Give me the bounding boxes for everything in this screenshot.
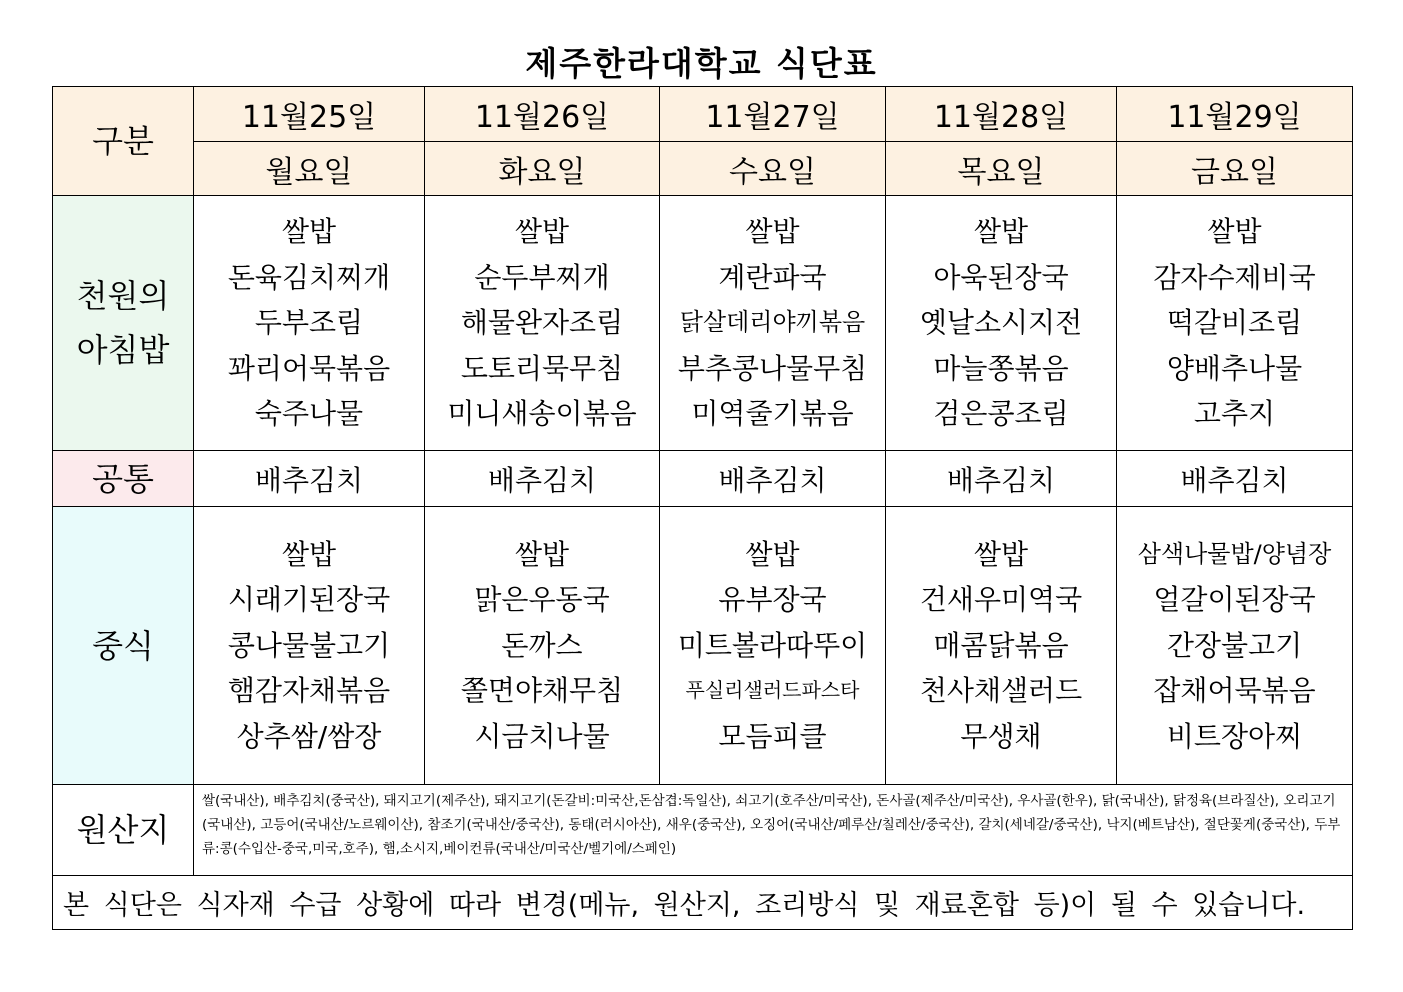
lunch-label: 중식 — [53, 507, 194, 785]
menu-item: 시래기된장국 — [227, 583, 391, 617]
common-label: 공통 — [53, 451, 194, 507]
menu-item: 꽈리어묵볶음 — [227, 351, 391, 385]
menu-item: 마늘쫑볶음 — [933, 351, 1069, 385]
page-title: 제주한라대학교 식단표 — [525, 44, 878, 83]
notice-row — [53, 876, 1353, 930]
menu-item: 유부장국 — [718, 583, 827, 617]
date-mon: 11월25일 — [194, 87, 425, 142]
menu-item: 쌀밥 — [514, 215, 570, 249]
breakfast-label-line1: 천원의 — [76, 277, 170, 315]
breakfast-menu-mon — [194, 196, 425, 451]
menu-item: 도토리묵무침 — [460, 351, 624, 385]
menu-item: 천사채샐러드 — [919, 674, 1083, 708]
common-row — [53, 451, 1353, 507]
menu-item: 아욱된장국 — [933, 260, 1069, 294]
menu-item: 푸실리샐러드파스타 — [685, 678, 860, 703]
menu-item: 쌀밥 — [1207, 215, 1262, 249]
breakfast-label — [53, 196, 194, 451]
menu-item: 쌀밥 — [281, 537, 337, 571]
date-wed: 11월27일 — [660, 87, 886, 142]
date-thu: 11월28일 — [886, 87, 1117, 142]
menu-item: 고추지 — [1193, 397, 1276, 431]
breakfast-menu-thu — [886, 196, 1117, 451]
menu-item: 돈까스 — [501, 628, 583, 662]
origin-text: 쌀(국내산), 배추김치(중국산), 돼지고기(제주산), 돼지고기(돈갈비:미국산,돈삼겹:독일산), 쇠고기(호주산/미국산), 돈사골(제주산/미국산), 우사골(한우), 닭(국내산), 닭정육(브라질산), 오리고기(국내산), 고등어(국내산/노르웨이산), 참조기(국내산/중국산), 동태(러시아산), 새우(중국산), 오징어(국내산/페루산/칠레산/중국산), 갈치(세네갈/중국산), 낙지(베트남산), 절단꽃게(중국산), 두부류:콩(수입산-중국,미국,호주), 햄,소시지,베이컨류(국내산/미국산/벨기에/스페인) — [194, 785, 1353, 876]
notice-text: 본 식단은 식자재 수급 상황에 따라 변경(메뉴, 원산지, 조리방식 및 재료혼합 등)이 될 수 있습니다. — [53, 876, 1353, 930]
lunch-menu-fri — [1117, 507, 1353, 785]
menu-item: 맑은우동국 — [474, 583, 610, 617]
menu-item: 쌀밥 — [973, 215, 1029, 249]
menu-item: 간장불고기 — [1166, 628, 1303, 662]
breakfast-row — [53, 196, 1353, 451]
menu-item: 매콤닭볶음 — [933, 628, 1069, 662]
lunch-menu-wed — [660, 507, 886, 785]
date-fri: 11월29일 — [1117, 87, 1353, 142]
menu-item: 미역줄기볶음 — [691, 397, 854, 431]
breakfast-label-line2: 아침밥 — [76, 331, 170, 369]
menu-item: 건새우미역국 — [919, 583, 1083, 617]
common-item-wed: 배추김치 — [660, 451, 886, 507]
menu-item: 얼갈이된장국 — [1153, 583, 1316, 617]
menu-item: 쌀밥 — [973, 537, 1029, 571]
menu-item: 양배추나물 — [1166, 351, 1303, 385]
menu-item: 검은콩조림 — [933, 397, 1069, 431]
menu-item: 쌀밥 — [514, 537, 570, 571]
lunch-menu-mon — [194, 507, 425, 785]
menu-item: 무생채 — [960, 719, 1042, 753]
menu-item: 미트볼라따뚜이 — [677, 628, 868, 662]
menu-item: 옛날소시지전 — [919, 306, 1083, 340]
common-item-mon: 배추김치 — [194, 451, 425, 507]
common-item-thu: 배추김치 — [886, 451, 1117, 507]
weekday-thu: 목요일 — [886, 142, 1117, 196]
menu-item: 닭살데리야끼볶음 — [679, 308, 866, 337]
weekday-wed: 수요일 — [660, 142, 886, 196]
breakfast-menu-fri — [1117, 196, 1353, 451]
menu-item: 시금치나물 — [474, 719, 610, 753]
common-item-tue: 배추김치 — [425, 451, 660, 507]
menu-item: 돈육김치찌개 — [227, 260, 391, 294]
menu-item: 콩나물불고기 — [227, 628, 391, 662]
menu-item: 삼색나물밥/양념장 — [1137, 539, 1332, 568]
menu-item: 미니새송이볶음 — [447, 397, 637, 431]
lunch-row — [53, 507, 1353, 785]
menu-item: 쫄면야채무침 — [460, 674, 624, 708]
menu-item: 부추콩나물무침 — [677, 351, 868, 385]
menu-item: 두부조림 — [254, 306, 364, 340]
menu-item: 모듬피클 — [718, 719, 827, 753]
breakfast-menu-wed — [660, 196, 886, 451]
menu-item: 순두부찌개 — [474, 260, 610, 294]
menu-item: 쌀밥 — [745, 215, 800, 249]
menu-item: 계란파국 — [718, 260, 827, 294]
breakfast-menu-tue — [425, 196, 660, 451]
date-tue: 11월26일 — [425, 87, 660, 142]
weekday-fri: 금요일 — [1117, 142, 1353, 196]
gubun-header: 구분 — [53, 87, 194, 196]
menu-item: 해물완자조림 — [460, 306, 624, 340]
weekday-row — [53, 142, 1353, 196]
menu-item: 비트장아찌 — [1166, 719, 1303, 753]
menu-item: 감자수제비국 — [1153, 260, 1316, 294]
lunch-menu-tue — [425, 507, 660, 785]
menu-item: 떡갈비조림 — [1166, 306, 1303, 340]
menu-item: 쌀밥 — [281, 215, 337, 249]
origin-row — [53, 785, 1353, 876]
weekday-mon: 월요일 — [194, 142, 425, 196]
origin-label: 원산지 — [53, 785, 194, 876]
common-item-fri: 배추김치 — [1117, 451, 1353, 507]
menu-item: 상추쌈/쌈장 — [236, 719, 382, 753]
date-row — [53, 87, 1353, 142]
menu-item: 숙주나물 — [254, 397, 364, 431]
weekday-tue: 화요일 — [425, 142, 660, 196]
menu-item: 햄감자채볶음 — [227, 674, 391, 708]
menu-table — [52, 86, 1353, 930]
menu-item: 쌀밥 — [745, 537, 800, 571]
lunch-menu-thu — [886, 507, 1117, 785]
menu-item: 잡채어묵볶음 — [1153, 674, 1316, 708]
